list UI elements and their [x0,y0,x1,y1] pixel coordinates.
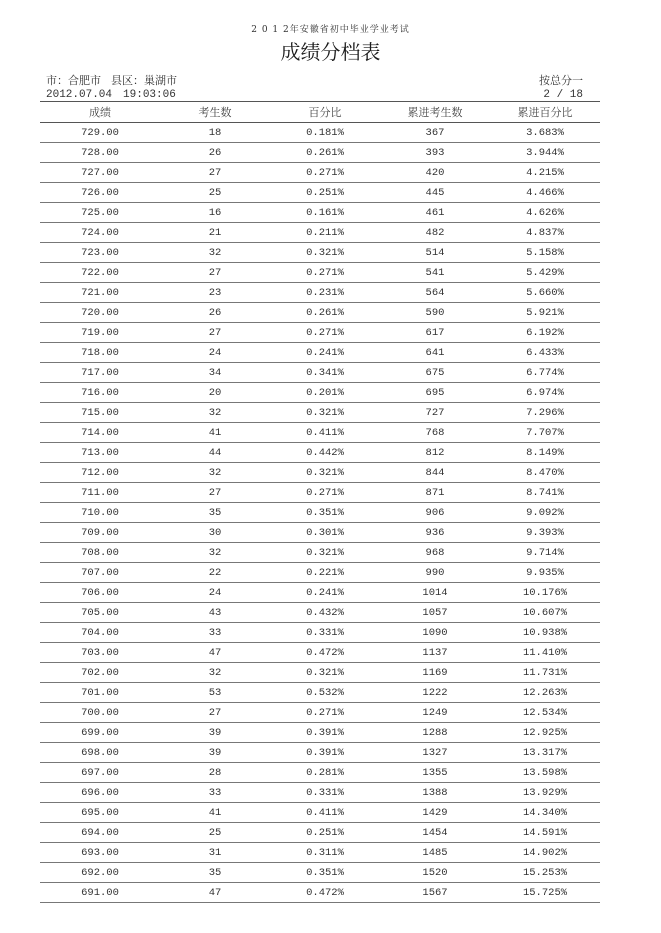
table-row [40,803,600,823]
cell-percent: 0.261% [270,303,380,323]
table-row [40,363,600,383]
table-row [40,563,600,583]
cell-cumulative-count: 1388 [380,783,490,803]
table-row [40,523,600,543]
table-row [40,843,600,863]
table-row [40,683,600,703]
table-row [40,243,600,263]
cell-cumulative-percent: 8.470% [490,463,600,483]
cell-percent: 0.411% [270,423,380,443]
cell-score: 691.00 [40,883,160,903]
cell-count: 22 [160,563,270,583]
cell-count: 41 [160,803,270,823]
cell-cumulative-percent: 15.253% [490,863,600,883]
cell-count: 32 [160,243,270,263]
table-row [40,823,600,843]
cell-cumulative-percent: 9.092% [490,503,600,523]
cell-cumulative-percent: 10.607% [490,603,600,623]
cell-count: 25 [160,823,270,843]
cell-percent: 0.221% [270,563,380,583]
cell-cumulative-count: 936 [380,523,490,543]
cell-count: 27 [160,263,270,283]
cell-score: 719.00 [40,323,160,343]
cell-cumulative-percent: 4.626% [490,203,600,223]
cell-cumulative-percent: 14.340% [490,803,600,823]
cell-cumulative-percent: 6.774% [490,363,600,383]
cell-score: 710.00 [40,503,160,523]
cell-cumulative-count: 844 [380,463,490,483]
cell-cumulative-percent: 9.935% [490,563,600,583]
cell-cumulative-count: 990 [380,563,490,583]
cell-cumulative-count: 727 [380,403,490,423]
table-row [40,723,600,743]
table-row [40,303,600,323]
county-label: 县区：巢湖市 [111,74,177,87]
cell-percent: 0.271% [270,483,380,503]
cell-cumulative-percent: 6.433% [490,343,600,363]
cell-count: 23 [160,283,270,303]
cell-cumulative-percent: 15.725% [490,883,600,903]
cell-count: 43 [160,603,270,623]
cell-score: 708.00 [40,543,160,563]
cell-count: 28 [160,763,270,783]
report-datetime: 2012.07.04 19:03:06 [46,89,176,101]
cell-score: 703.00 [40,643,160,663]
cell-cumulative-percent: 4.215% [490,163,600,183]
cell-score: 727.00 [40,163,160,183]
cell-cumulative-count: 1090 [380,623,490,643]
table-body [40,123,600,903]
cell-cumulative-percent: 3.683% [490,123,600,143]
cell-percent: 0.411% [270,803,380,823]
cell-cumulative-count: 541 [380,263,490,283]
cell-percent: 0.351% [270,863,380,883]
cell-percent: 0.331% [270,623,380,643]
cell-cumulative-percent: 12.925% [490,723,600,743]
cell-count: 27 [160,323,270,343]
cell-cumulative-count: 812 [380,443,490,463]
table-row [40,743,600,763]
cell-cumulative-count: 1429 [380,803,490,823]
cell-percent: 0.241% [270,583,380,603]
cell-cumulative-count: 590 [380,303,490,323]
table-row [40,343,600,363]
cell-percent: 0.271% [270,323,380,343]
cell-count: 32 [160,663,270,683]
cell-percent: 0.271% [270,703,380,723]
cell-percent: 0.391% [270,743,380,763]
cell-score: 699.00 [40,723,160,743]
cell-percent: 0.261% [270,143,380,163]
cell-cumulative-percent: 9.393% [490,523,600,543]
cell-cumulative-percent: 7.707% [490,423,600,443]
cell-cumulative-percent: 10.176% [490,583,600,603]
cell-score: 712.00 [40,463,160,483]
table-row [40,163,600,183]
cell-cumulative-percent: 13.317% [490,743,600,763]
cell-cumulative-count: 1169 [380,663,490,683]
table-row [40,643,600,663]
cell-percent: 0.301% [270,523,380,543]
cell-count: 20 [160,383,270,403]
cell-cumulative-count: 695 [380,383,490,403]
cell-cumulative-count: 1057 [380,603,490,623]
cell-percent: 0.472% [270,883,380,903]
cell-cumulative-percent: 14.902% [490,843,600,863]
cell-percent: 0.161% [270,203,380,223]
cell-cumulative-percent: 13.929% [490,783,600,803]
table-row [40,783,600,803]
cell-score: 723.00 [40,243,160,263]
table-row [40,143,600,163]
city-label: 市：合肥市 [46,74,101,87]
cell-cumulative-count: 871 [380,483,490,503]
column-header-count: 考生数 [160,102,270,123]
cell-score: 711.00 [40,483,160,503]
cell-score: 707.00 [40,563,160,583]
table-row [40,203,600,223]
cell-percent: 0.442% [270,443,380,463]
cell-cumulative-count: 1288 [380,723,490,743]
cell-score: 692.00 [40,863,160,883]
cell-count: 47 [160,643,270,663]
column-header-cumulative-percent: 累进百分比 [490,102,600,123]
cell-score: 721.00 [40,283,160,303]
table-row [40,183,600,203]
table-row [40,543,600,563]
cell-score: 702.00 [40,663,160,683]
cell-percent: 0.331% [270,783,380,803]
cell-count: 41 [160,423,270,443]
cell-score: 709.00 [40,523,160,543]
cell-cumulative-count: 1355 [380,763,490,783]
cell-cumulative-percent: 5.921% [490,303,600,323]
column-header-score: 成绩 [40,102,160,123]
cell-score: 729.00 [40,123,160,143]
cell-score: 728.00 [40,143,160,163]
cell-cumulative-count: 1567 [380,883,490,903]
cell-percent: 0.231% [270,283,380,303]
table-row [40,263,600,283]
table-row [40,863,600,883]
report-meta-left [46,73,177,103]
cell-percent: 0.321% [270,543,380,563]
table-row [40,583,600,603]
cell-cumulative-count: 1520 [380,863,490,883]
cell-cumulative-count: 617 [380,323,490,343]
cell-score: 715.00 [40,403,160,423]
cell-count: 33 [160,623,270,643]
cell-cumulative-count: 1327 [380,743,490,763]
cell-cumulative-percent: 6.192% [490,323,600,343]
cell-cumulative-count: 393 [380,143,490,163]
cell-percent: 0.311% [270,843,380,863]
cell-count: 31 [160,843,270,863]
cell-count: 34 [160,363,270,383]
table-row [40,883,600,903]
cell-cumulative-count: 1222 [380,683,490,703]
cell-count: 21 [160,223,270,243]
cell-percent: 0.321% [270,463,380,483]
cell-percent: 0.351% [270,503,380,523]
cell-score: 693.00 [40,843,160,863]
cell-score: 726.00 [40,183,160,203]
cell-cumulative-percent: 5.429% [490,263,600,283]
table-row [40,383,600,403]
cell-count: 44 [160,443,270,463]
cell-cumulative-count: 1454 [380,823,490,843]
cell-count: 24 [160,583,270,603]
cell-percent: 0.391% [270,723,380,743]
cell-cumulative-count: 564 [380,283,490,303]
cell-cumulative-percent: 8.741% [490,483,600,503]
cell-score: 718.00 [40,343,160,363]
cell-percent: 0.271% [270,163,380,183]
cell-percent: 0.432% [270,603,380,623]
column-header-percent: 百分比 [270,102,380,123]
cell-score: 725.00 [40,203,160,223]
cell-score: 695.00 [40,803,160,823]
cell-cumulative-count: 420 [380,163,490,183]
sort-label: 按总分一 [539,74,583,87]
table-row [40,403,600,423]
location-line [46,73,177,88]
cell-percent: 0.321% [270,663,380,683]
table-row [40,423,600,443]
cell-cumulative-percent: 9.714% [490,543,600,563]
report-title: 成绩分档表 [280,40,381,64]
cell-count: 27 [160,483,270,503]
cell-cumulative-percent: 3.944% [490,143,600,163]
table-row [40,443,600,463]
table-row [40,663,600,683]
cell-cumulative-percent: 13.598% [490,763,600,783]
cell-percent: 0.181% [270,123,380,143]
cell-cumulative-percent: 5.158% [490,243,600,263]
cell-count: 35 [160,863,270,883]
cell-percent: 0.341% [270,363,380,383]
cell-count: 32 [160,543,270,563]
cell-cumulative-percent: 11.731% [490,663,600,683]
cell-score: 722.00 [40,263,160,283]
cell-cumulative-count: 768 [380,423,490,443]
cell-count: 26 [160,143,270,163]
cell-percent: 0.251% [270,823,380,843]
cell-score: 724.00 [40,223,160,243]
cell-cumulative-percent: 10.938% [490,623,600,643]
cell-count: 25 [160,183,270,203]
cell-count: 18 [160,123,270,143]
cell-cumulative-count: 1014 [380,583,490,603]
cell-count: 32 [160,403,270,423]
table-row [40,703,600,723]
cell-count: 16 [160,203,270,223]
table-row [40,463,600,483]
cell-cumulative-percent: 5.660% [490,283,600,303]
cell-score: 716.00 [40,383,160,403]
table-row [40,763,600,783]
cell-percent: 0.211% [270,223,380,243]
cell-count: 39 [160,743,270,763]
cell-count: 26 [160,303,270,323]
cell-score: 720.00 [40,303,160,323]
cell-percent: 0.201% [270,383,380,403]
cell-score: 694.00 [40,823,160,843]
cell-cumulative-count: 1137 [380,643,490,663]
cell-score: 696.00 [40,783,160,803]
cell-score: 714.00 [40,423,160,443]
cell-cumulative-count: 514 [380,243,490,263]
table-header-row [40,102,600,123]
cell-percent: 0.241% [270,343,380,363]
cell-cumulative-count: 461 [380,203,490,223]
table-row [40,623,600,643]
cell-score: 700.00 [40,703,160,723]
table-row [40,223,600,243]
cell-count: 27 [160,703,270,723]
report-meta-right [539,73,583,103]
column-header-cumulative-count: 累进考生数 [380,102,490,123]
cell-cumulative-percent: 12.263% [490,683,600,703]
cell-percent: 0.321% [270,403,380,423]
table-row [40,603,600,623]
cell-cumulative-percent: 7.296% [490,403,600,423]
cell-count: 30 [160,523,270,543]
table-row [40,123,600,143]
table-row [40,483,600,503]
cell-count: 32 [160,463,270,483]
cell-count: 35 [160,503,270,523]
cell-cumulative-percent: 4.466% [490,183,600,203]
cell-cumulative-count: 482 [380,223,490,243]
cell-cumulative-percent: 14.591% [490,823,600,843]
cell-score: 704.00 [40,623,160,643]
cell-score: 717.00 [40,363,160,383]
cell-score: 706.00 [40,583,160,603]
cell-count: 39 [160,723,270,743]
cell-count: 53 [160,683,270,703]
table-row [40,503,600,523]
cell-score: 705.00 [40,603,160,623]
cell-percent: 0.281% [270,763,380,783]
cell-cumulative-count: 445 [380,183,490,203]
cell-count: 47 [160,883,270,903]
cell-percent: 0.472% [270,643,380,663]
cell-cumulative-count: 367 [380,123,490,143]
cell-count: 27 [160,163,270,183]
cell-cumulative-count: 968 [380,543,490,563]
page-indicator: 2 / 18 [543,89,583,101]
score-distribution-table [40,101,600,903]
cell-cumulative-count: 1485 [380,843,490,863]
cell-cumulative-percent: 11.410% [490,643,600,663]
cell-cumulative-count: 641 [380,343,490,363]
cell-percent: 0.321% [270,243,380,263]
cell-percent: 0.532% [270,683,380,703]
cell-cumulative-count: 1249 [380,703,490,723]
cell-cumulative-percent: 8.149% [490,443,600,463]
cell-cumulative-count: 906 [380,503,490,523]
cell-cumulative-percent: 12.534% [490,703,600,723]
cell-cumulative-count: 675 [380,363,490,383]
cell-percent: 0.271% [270,263,380,283]
cell-score: 698.00 [40,743,160,763]
cell-score: 701.00 [40,683,160,703]
cell-score: 713.00 [40,443,160,463]
report-subtitle: 2 0 1 2年安徽省初中毕业学业考试 [251,25,410,35]
cell-cumulative-percent: 6.974% [490,383,600,403]
cell-score: 697.00 [40,763,160,783]
cell-count: 33 [160,783,270,803]
cell-cumulative-percent: 4.837% [490,223,600,243]
table-row [40,323,600,343]
cell-count: 24 [160,343,270,363]
table-row [40,283,600,303]
cell-percent: 0.251% [270,183,380,203]
